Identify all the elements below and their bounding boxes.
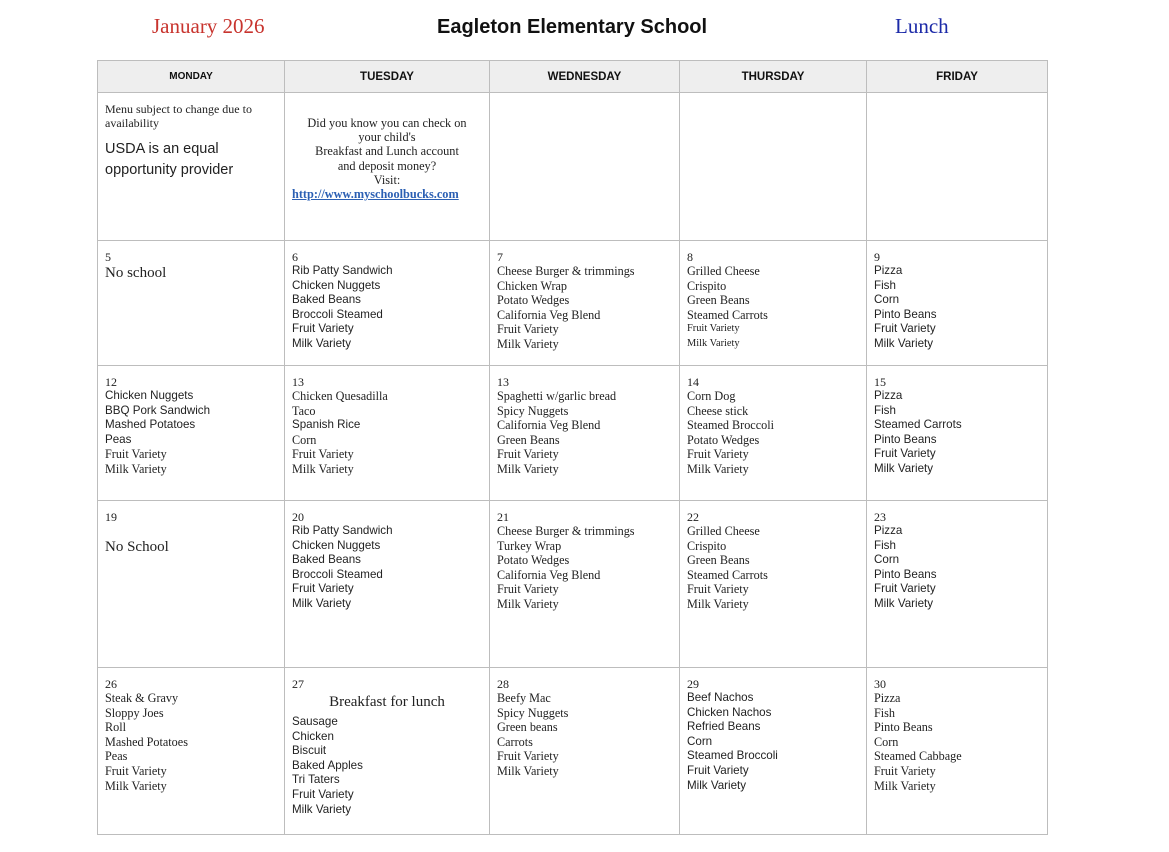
menu-item: Steamed Carrots [687,307,768,322]
menu-item: Corn Dog [687,389,736,403]
menu-calendar [97,60,1048,835]
menu-item: Steak & Gravy [105,691,179,705]
menu-item: Pinto Beans [874,720,933,735]
day-number: 30 [874,677,886,691]
menu-item: Pinto Beans [874,567,937,581]
day-number: 20 [292,510,304,524]
menu-item: BBQ Pork Sandwich [105,403,211,417]
day-number: 26 [105,677,117,691]
menu-item: Baked Apples [292,758,363,772]
menu-item: Green Beans [497,432,560,447]
day-number: 15 [874,375,886,389]
menu-item: Fish [874,403,896,417]
empty-day-cell [680,93,867,241]
menu-item: Refried Beans [687,720,761,734]
menu-item: Milk Variety [105,778,167,793]
day-cell-tue [285,501,490,668]
menu-item: Milk Variety [497,336,559,351]
day-cell-wed [490,241,680,366]
menu-item: Milk Variety [292,596,352,610]
day-number: 13 [292,375,304,389]
menu-item: Grilled Cheese [687,524,760,538]
menu-item: Beef Nachos [687,691,754,704]
menu-item: Spaghetti w/garlic bread [497,389,617,403]
info-line: Visit: [373,172,401,187]
menu-item: Fruit Variety [687,323,740,335]
day-cell-wed [490,501,680,668]
day-cell-mon [98,668,285,835]
week-row [98,93,1048,241]
menu-item: Crispito [687,538,727,553]
menu-item: Rib Patty Sandwich [292,264,393,277]
menu-change-note: Menu subject to change due to availability [105,102,252,130]
day-number: 29 [687,677,699,691]
day-cell-mon [98,241,285,366]
menu-item: Milk Variety [497,596,559,611]
menu-item: Fruit Variety [497,447,559,462]
day-number: 19 [105,510,117,524]
menu-item: Tri Taters [292,773,340,787]
menu-item: Milk Variety [874,596,934,610]
menu-item: Milk Variety [497,763,559,778]
menu-item: Cheese Burger & trimmings [497,264,635,278]
day-number: 28 [497,677,509,691]
info-line: Breakfast and Lunch account [315,144,459,159]
day-cell-tue [285,241,490,366]
weekday-header: TUESDAY [285,61,490,93]
menu-item: Chicken Nuggets [292,538,381,552]
menu-item: Milk Variety [874,778,936,793]
menu-item: Chicken Nuggets [292,278,381,292]
week-row [98,668,1048,835]
info-line: and deposit money? [337,158,437,173]
account-info-cell [285,93,490,241]
menu-item: Chicken [292,729,334,743]
weekday-header: WEDNESDAY [490,61,680,93]
menu-item: Pizza [874,691,901,705]
menu-item: Turkey Wrap [497,538,562,553]
menu-item: Milk Variety [105,461,167,476]
menu-item: Milk Variety [687,778,747,792]
menu-item: Beefy Mac [497,691,551,705]
menu-item: Green Beans [687,293,750,308]
week-row [98,501,1048,668]
menu-item: Fruit Variety [497,582,559,597]
menu-item: Fish [874,705,896,720]
day-cell-mon [98,501,285,668]
menu-item: Pizza [874,524,903,537]
menu-item: Pinto Beans [874,307,937,321]
menu-item: Chicken Wrap [497,278,568,293]
menu-item: Steamed Broccoli [687,418,774,433]
day-cell-fri [867,366,1048,501]
menu-item: Milk Variety [292,336,352,350]
menu-item: Baked Beans [292,293,361,307]
menu-item: Broccoli Steamed [292,307,383,321]
menu-item: Mashed Potatoes [105,418,196,432]
menu-item: Grilled Cheese [687,264,760,278]
info-line: your child's [358,130,416,145]
menu-item: Rib Patty Sandwich [292,524,393,537]
menu-item: Green beans [497,720,558,735]
menu-item: Milk Variety [687,337,740,349]
notes-cell [98,93,285,241]
menu-item: Fruit Variety [874,763,936,778]
menu-item: California Veg Blend [497,567,601,582]
day-cell-thu [680,501,867,668]
menu-item: Fruit Variety [292,447,354,462]
day-cell-mon [98,366,285,501]
day-number: 6 [292,250,298,264]
menu-item: Broccoli Steamed [292,567,383,581]
menu-item: Fruit Variety [687,582,749,597]
menu-item: Milk Variety [292,461,354,476]
day-number: 21 [497,510,509,524]
month-title: January 2026 [152,14,265,38]
menu-item: Milk Variety [687,596,749,611]
menu-item: Milk Variety [874,461,934,475]
menu-item: Cheese stick [687,403,749,418]
menu-item: Fruit Variety [874,447,936,461]
day-number: 13 [497,375,509,389]
menu-item: Pinto Beans [874,432,937,446]
menu-item: Fish [874,538,896,552]
menu-item: Fruit Variety [687,447,749,462]
empty-day-cell [867,93,1048,241]
menu-item: Milk Variety [874,336,934,350]
menu-item: Fish [874,278,896,292]
menu-item: Potato Wedges [497,553,570,568]
day-number: 12 [105,375,117,389]
menu-item: Corn [292,432,317,447]
menu-item: Peas [105,749,128,764]
weekday-header: THURSDAY [680,61,867,93]
menu-item: Chicken Nuggets [105,389,194,402]
menu-item: Fruit Variety [874,582,936,596]
week-row [98,366,1048,501]
day-cell-tue [285,366,490,501]
no-school-label: No School [105,539,169,555]
menu-item: Steamed Cabbage [874,749,962,764]
menu-item: Pizza [874,264,903,277]
menu-item: Milk Variety [497,461,559,476]
menu-item: Corn [874,734,899,749]
menu-item: Fruit Variety [105,763,167,778]
menu-item: Chicken Quesadilla [292,389,388,403]
day-cell-tue [285,668,490,835]
day-cell-fri [867,668,1048,835]
day-cell-fri [867,501,1048,668]
day-cell-thu [680,241,867,366]
menu-item: Potato Wedges [687,432,760,447]
menu-item: Fruit Variety [105,447,167,462]
menu-item: Peas [105,432,132,446]
menu-item: Spicy Nuggets [497,403,569,418]
menu-item: Milk Variety [292,802,352,816]
day-number: 9 [874,250,880,264]
day-number: 14 [687,375,699,389]
menu-item: Fruit Variety [292,322,354,336]
menu-item: Corn [874,553,900,567]
menu-item: Corn [874,293,900,307]
week-row [98,241,1048,366]
menu-item: Roll [105,720,126,735]
menu-item: Crispito [687,278,727,293]
menu-item: Fruit Variety [292,582,354,596]
day-cell-wed [490,668,680,835]
day-cell-fri [867,241,1048,366]
menu-item: California Veg Blend [497,418,601,433]
menu-item: Steamed Broccoli [687,749,778,763]
day-cell-thu [680,668,867,835]
day-number: 7 [497,250,503,264]
day-number: 8 [687,250,693,264]
school-name: Eagleton Elementary School [437,16,708,38]
menu-item: Potato Wedges [497,293,570,308]
menu-item: Sloppy Joes [105,705,164,720]
empty-day-cell [490,93,680,241]
menu-item: Milk Variety [687,461,749,476]
day-number: 5 [105,250,111,264]
menu-item: Spicy Nuggets [497,705,569,720]
menu-item: Fruit Variety [497,322,559,337]
menu-item: Green Beans [687,553,750,568]
menu-item: Spanish Rice [292,418,361,432]
menu-item: Fruit Variety [497,749,559,764]
menu-item: Fruit Variety [687,763,749,777]
no-school-label: No school [105,265,167,281]
menu-item: Carrots [497,734,533,749]
menu-item: Taco [292,403,316,418]
menu-item: Steamed Carrots [687,567,768,582]
menu-item: Cheese Burger & trimmings [497,524,635,538]
menu-item: Mashed Potatoes [105,734,188,749]
meal-type: Lunch [895,14,949,38]
menu-item: Sausage [292,715,338,728]
menu-item: Corn [687,734,713,748]
menu-item: Steamed Carrots [874,418,962,432]
day-number: 27 [292,677,304,691]
menu-item: California Veg Blend [497,307,601,322]
menu-item: Chicken Nachos [687,705,772,719]
menu-item: Fruit Variety [292,787,354,801]
menu-item: Baked Beans [292,553,361,567]
weekday-header: FRIDAY [867,61,1048,93]
myschoolbucks-link[interactable]: http://www.myschoolbucks.com [292,187,459,202]
day-cell-wed [490,366,680,501]
weekday-header-row [98,61,1048,93]
menu-item: Biscuit [292,744,327,758]
weekday-header: MONDAY [98,61,285,93]
info-line: Did you know you can check on [307,116,467,130]
special-menu-title: Breakfast for lunch [329,694,445,710]
menu-item: Pizza [874,389,903,402]
day-number: 23 [874,510,886,524]
day-cell-thu [680,366,867,501]
day-number: 22 [687,510,699,524]
usda-note: USDA is an equal opportunity provider [105,141,234,178]
menu-item: Fruit Variety [874,322,936,336]
